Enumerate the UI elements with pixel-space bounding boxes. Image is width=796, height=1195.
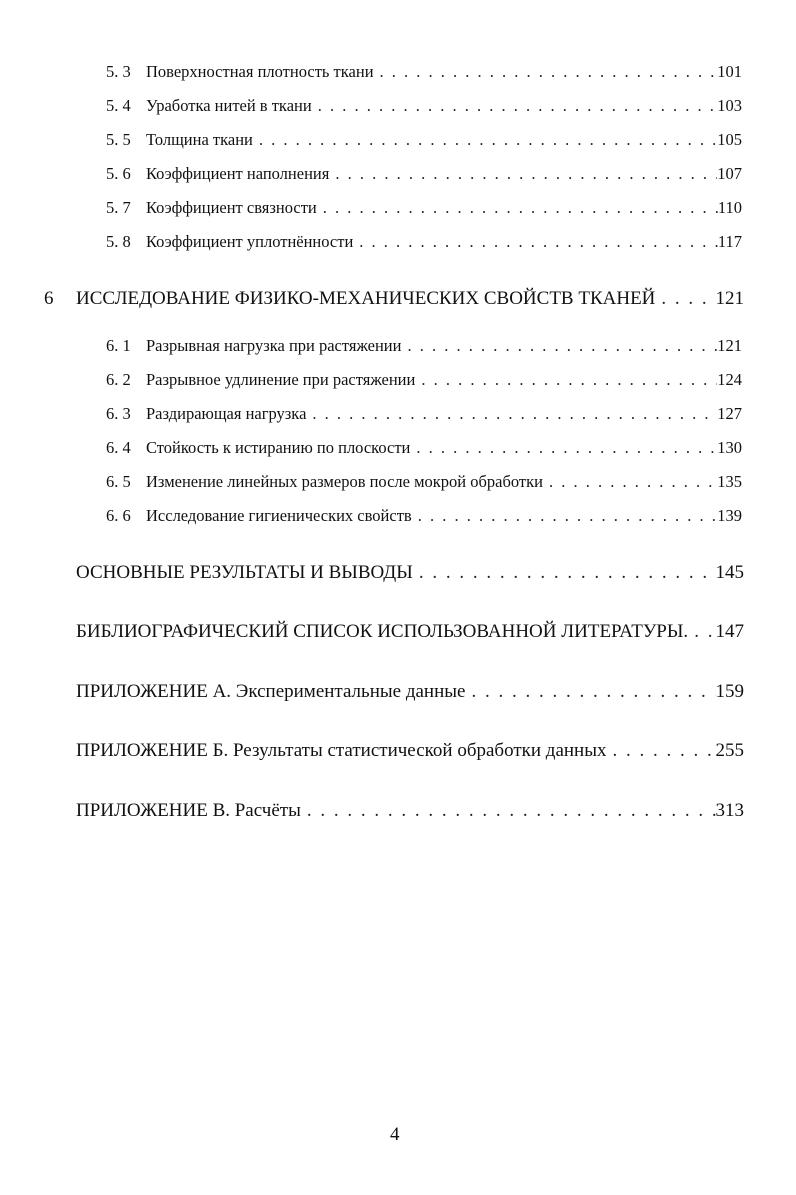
- entry-title: Изменение линейных размеров после мокрой обработки: [146, 472, 543, 491]
- entry-title: ПРИЛОЖЕНИЕ А. Экспериментальные данные: [76, 681, 466, 702]
- dot-leader: [353, 232, 718, 252]
- toc-entry-6-3[interactable]: [106, 404, 742, 424]
- entry-page: 130: [717, 438, 742, 457]
- entry-number: 5. 7: [106, 198, 131, 217]
- toc-entry-5-4[interactable]: [106, 96, 742, 116]
- dot-leader: [306, 404, 717, 424]
- entry-title: Раздирающая нагрузка: [146, 404, 307, 423]
- dot-leader: [688, 621, 715, 643]
- entry-page: 121: [717, 336, 742, 355]
- entry-page: 124: [717, 370, 742, 389]
- entry-page: 139: [717, 506, 742, 525]
- entry-title: Исследование гигиенических свойств: [146, 506, 412, 525]
- entry-number: 5. 4: [106, 96, 131, 115]
- entry-number: 6. 6: [106, 506, 131, 525]
- entry-title: Коэффициент наполнения: [146, 164, 330, 183]
- entry-page: 101: [717, 62, 742, 81]
- entry-page: 117: [717, 232, 742, 251]
- entry-page: 145: [715, 562, 744, 583]
- toc-appendix-v[interactable]: [76, 800, 744, 822]
- entry-number: 5. 3: [106, 62, 131, 81]
- entry-number: 6. 5: [106, 472, 131, 491]
- entry-title: Стойкость к истиранию по плоскости: [146, 438, 411, 457]
- dot-leader: [301, 800, 716, 822]
- entry-page: 159: [715, 681, 744, 702]
- toc-entry-6-6[interactable]: [106, 506, 742, 526]
- entry-title: ПРИЛОЖЕНИЕ В. Расчёты: [76, 800, 301, 821]
- dot-leader: [607, 740, 716, 762]
- toc-results-conclusions[interactable]: [76, 562, 744, 584]
- entry-number: 5. 8: [106, 232, 131, 251]
- entry-title: Коэффициент связности: [146, 198, 317, 217]
- dot-leader: [401, 336, 717, 356]
- toc-chapter-6[interactable]: [76, 288, 744, 310]
- dot-leader: [253, 130, 717, 150]
- entry-page: 147: [715, 621, 744, 642]
- toc-bibliography[interactable]: [76, 621, 744, 643]
- chapter-page: 121: [715, 288, 744, 309]
- dot-leader: [329, 164, 717, 184]
- entry-title: ПРИЛОЖЕНИЕ Б. Результаты статистической обработки данных: [76, 740, 607, 761]
- entry-title: Разрывная нагрузка при растяжении: [146, 336, 402, 355]
- entry-title: Разрывное удлинение при растяжении: [146, 370, 416, 389]
- entry-number: 5. 5: [106, 130, 131, 149]
- entry-page: 105: [717, 130, 742, 149]
- entry-title: Коэффициент уплотнённости: [146, 232, 354, 251]
- dot-leader: [413, 562, 716, 584]
- toc-entry-5-8[interactable]: [106, 232, 742, 252]
- toc-entry-6-4[interactable]: [106, 438, 742, 458]
- toc-entry-5-7[interactable]: [106, 198, 742, 218]
- toc-entry-5-6[interactable]: [106, 164, 742, 184]
- dot-leader: [374, 62, 718, 82]
- page-number: 4: [390, 1124, 400, 1145]
- dot-leader: [410, 438, 717, 458]
- entry-title: Поверхностная плотность ткани: [146, 62, 374, 81]
- entry-number: 6. 2: [106, 370, 131, 389]
- entry-page: 127: [717, 404, 742, 423]
- dot-leader: [412, 506, 718, 526]
- chapter-title: ИССЛЕДОВАНИЕ ФИЗИКО-МЕХАНИЧЕСКИХ СВОЙСТВ ТКАНЕЙ: [76, 288, 656, 309]
- toc-appendix-a[interactable]: [76, 681, 744, 703]
- toc-entry-6-2[interactable]: [106, 370, 742, 390]
- dot-leader: [415, 370, 717, 390]
- entry-number: 6. 3: [106, 404, 131, 423]
- toc-entry-6-1[interactable]: [106, 336, 742, 356]
- entry-title: ОСНОВНЫЕ РЕЗУЛЬТАТЫ И ВЫВОДЫ: [76, 562, 413, 583]
- toc-entry-5-3[interactable]: [106, 62, 742, 82]
- entry-page: 107: [717, 164, 742, 183]
- toc-appendix-b[interactable]: [76, 740, 744, 762]
- entry-number: 6. 4: [106, 438, 131, 457]
- entry-number: 5. 6: [106, 164, 131, 183]
- entry-page: 313: [715, 800, 744, 821]
- toc-entry-5-5[interactable]: [106, 130, 742, 150]
- entry-number: 6. 1: [106, 336, 131, 355]
- dot-leader: [465, 681, 715, 703]
- entry-page: 255: [715, 740, 744, 761]
- dot-leader: [655, 288, 715, 310]
- entry-page: 135: [717, 472, 742, 491]
- dot-leader: [312, 96, 718, 116]
- entry-title: Толщина ткани: [146, 130, 253, 149]
- dot-leader: [317, 198, 718, 218]
- entry-title: Уработка нитей в ткани: [146, 96, 312, 115]
- entry-page: 110: [717, 198, 742, 217]
- entry-page: 103: [717, 96, 742, 115]
- toc-entry-6-5[interactable]: [106, 472, 742, 492]
- dot-leader: [543, 472, 717, 492]
- entry-title: БИБЛИОГРАФИЧЕСКИЙ СПИСОК ИСПОЛЬЗОВАННОЙ ЛИТЕРАТУРЫ.: [76, 621, 689, 642]
- chapter-number: 6: [44, 288, 54, 309]
